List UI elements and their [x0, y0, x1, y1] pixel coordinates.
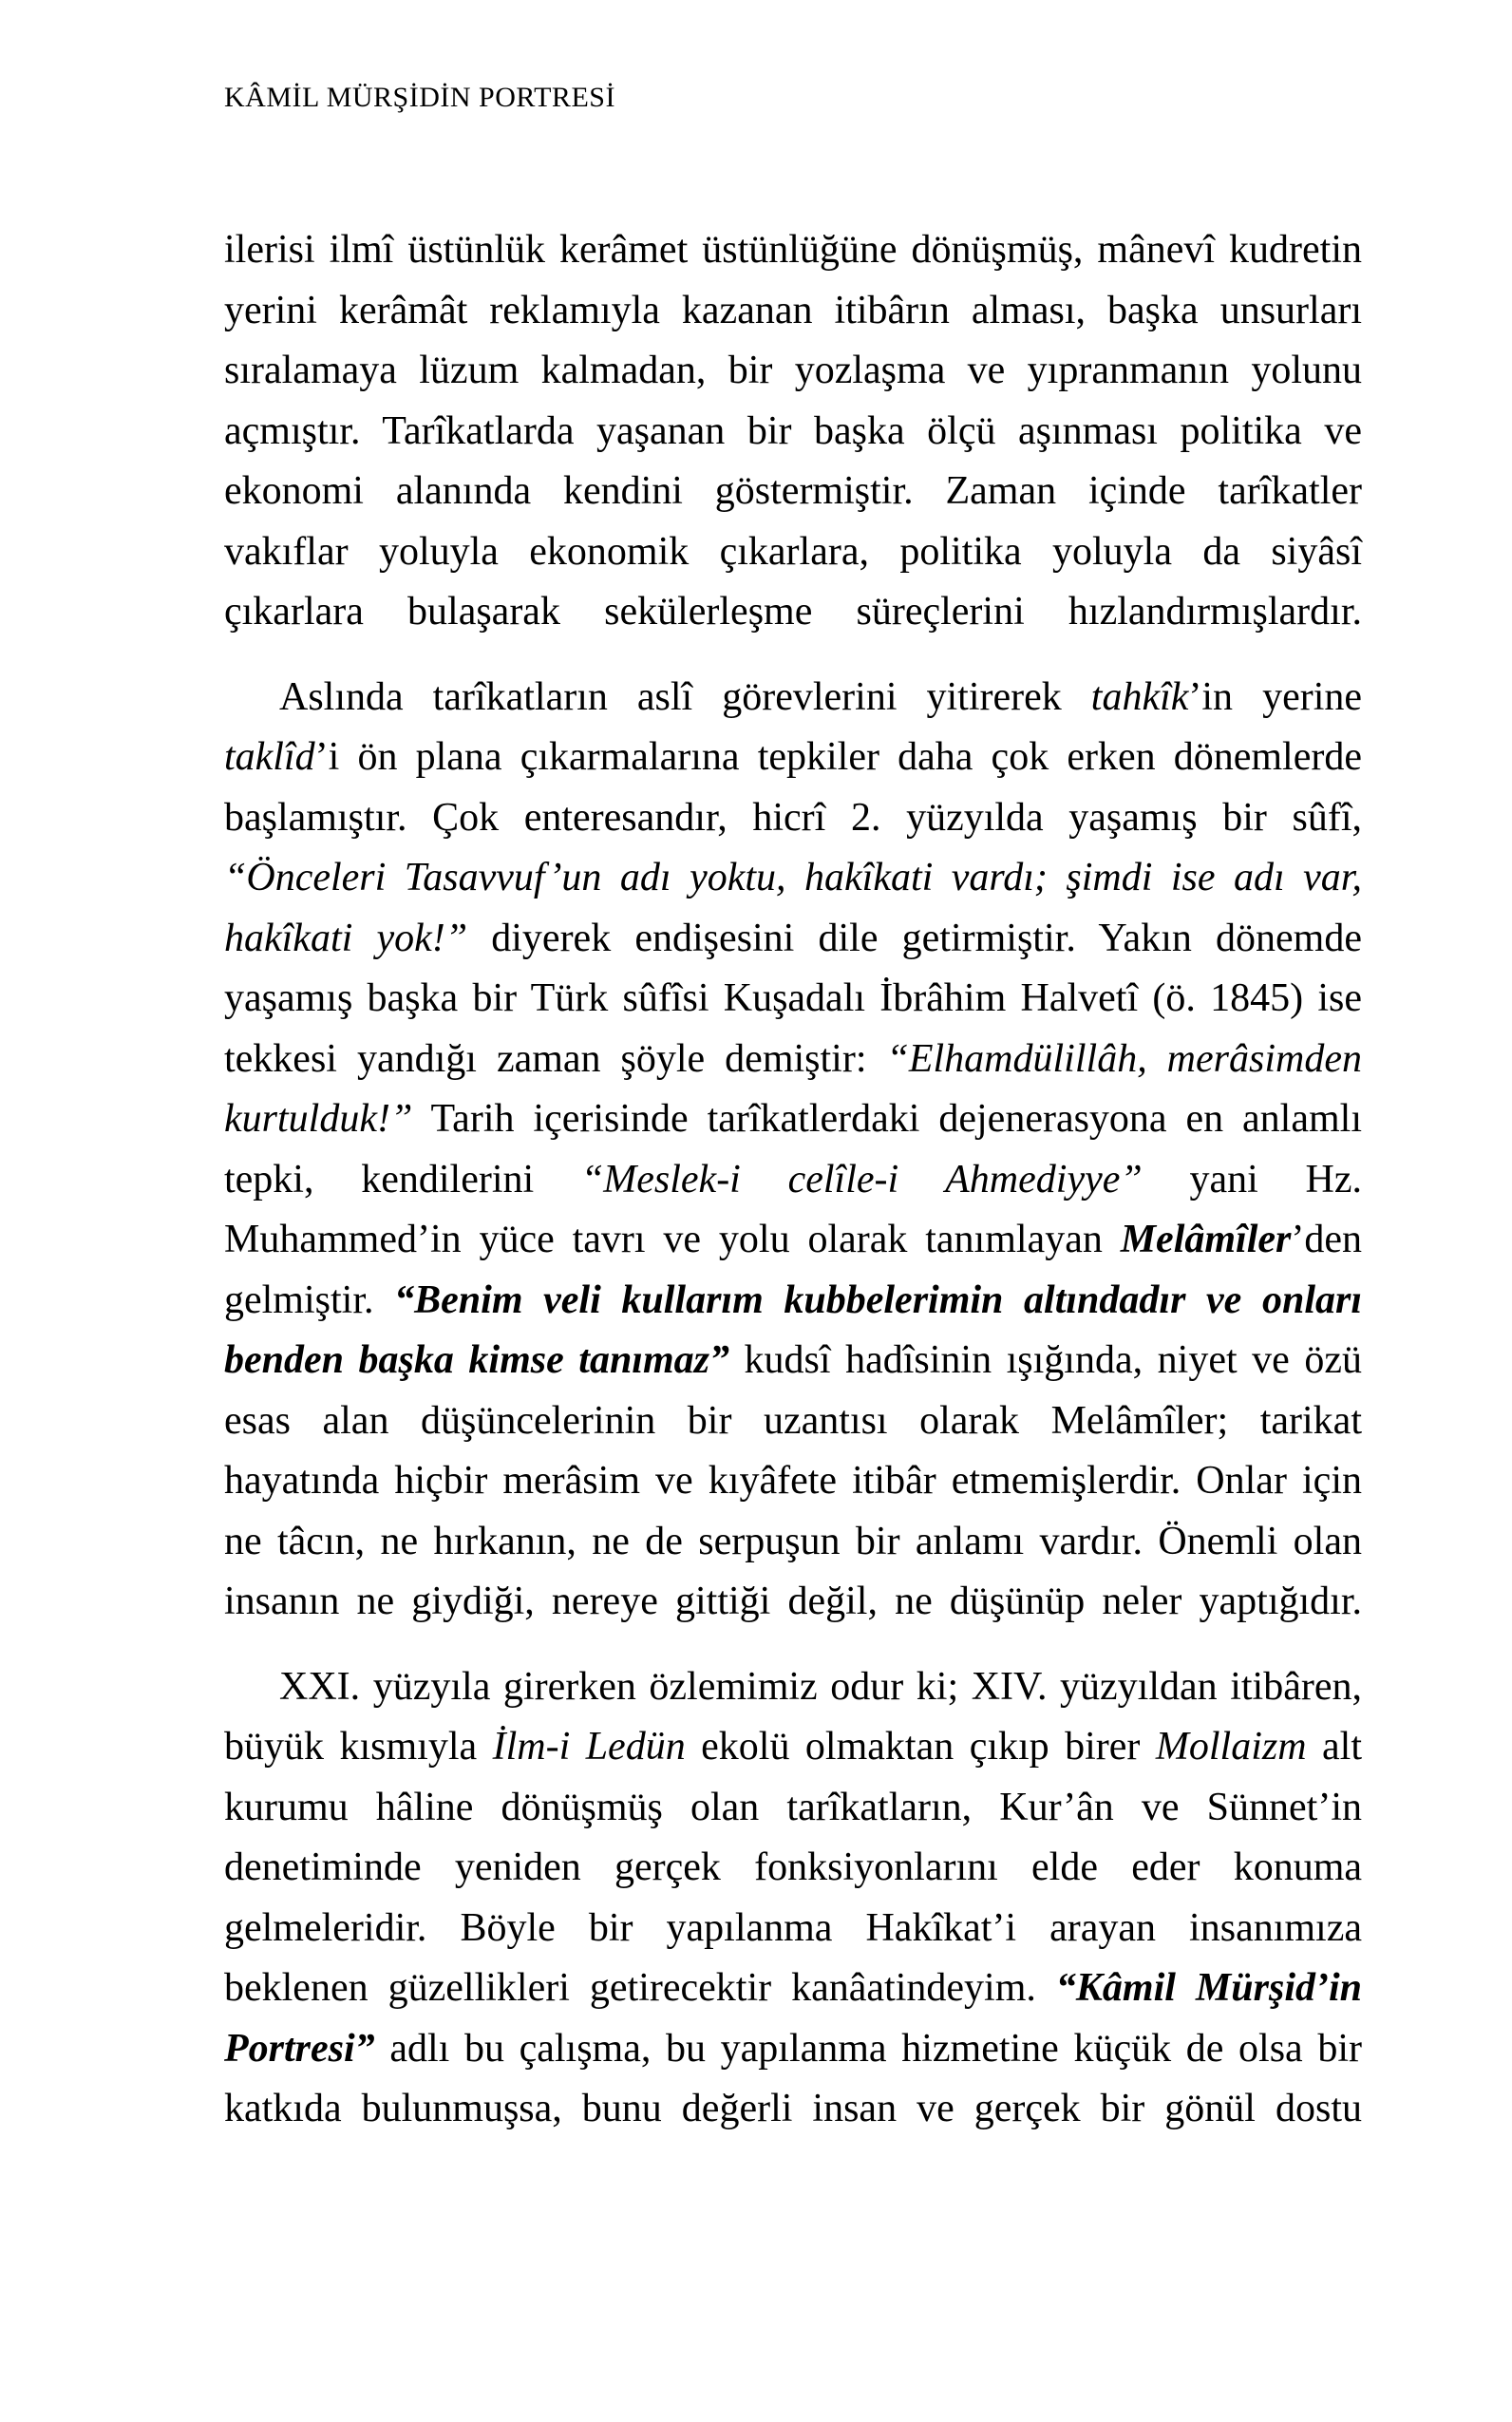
text-run: ’den gelmiştir. — [224, 1218, 1362, 1322]
paragraph-2 — [224, 668, 1362, 1633]
text-run: Melâmîler — [1120, 1218, 1292, 1261]
text-run: adlı bu çalışma, bu yapılanma hizmetine küçük de olsa bir katkıda bulunmuşsa, bunu değerli insan ve gerçek bir gönül dostu — [224, 2026, 1362, 2130]
text-run: “Meslek-i celîle-i Ahmediyye” — [580, 1157, 1143, 1202]
text-run: Tarih içerisinde tarîkatlerdaki dejenerasyona en anlamlı tepki, kendilerini — [224, 1097, 1362, 1202]
text-run: kudsî hadîsinin ışığında, niyet ve özü esas alan düşüncelerinin bir uzantısı olarak Melâmîler; tarikat hayatında hiçbir merâsim ve kıyâfete itibâr etmemişlerdir. Onlar için ne tâcın, ne hırkanın, ne de serpuşun bir anlamı vardır. Önemli olan insanın ne giydiği, nereye gittiği değil, ne düşünüp neler yaptığıdır. — [224, 1338, 1362, 1623]
text-run: Aslında tarîkatların aslî görevlerini yitirerek — [279, 674, 1091, 719]
text-run: diyerek endişesini dile getirmiştir. Yakın dönemde yaşamış başka bir Türk sûfîsi Kuşadalı İbrâhim Halvetî (ö. 1845) ise tekkesi yandığı zaman şöyle demiştir: — [224, 916, 1362, 1081]
text-run: yani Hz. Muhammed’in yüce tavrı ve yolu olarak tanımlayan — [224, 1157, 1362, 1261]
text-run: Mollaizm — [1155, 1725, 1307, 1769]
body-text-block — [224, 220, 1362, 2140]
text-run: taklîd — [224, 735, 315, 779]
text-run: XXI. yüzyıla girerken özlemimiz odur ki; XIV. yüzyıldan itibâren, büyük kısmıyla — [224, 1664, 1362, 1769]
text-run: İlm-i Ledün — [492, 1725, 686, 1769]
paragraph-1 — [224, 220, 1362, 643]
paragraph-3 — [224, 1657, 1362, 2140]
text-run: ’i ön plana çıkarmalarına tepkiler daha çok erken dönemlerde başlamıştır. Çok enteresandır, hicrî 2. yüzyılda yaşamış bir sûfî, — [224, 735, 1362, 840]
text-run: ’in yerine — [1188, 674, 1363, 719]
text-run: ilerisi ilmî üstünlük kerâmet üstünlüğüne dönüşmüş, mânevî kudretin yerini kerâmât reklamıyla kazanan itibârın alması, başka unsurları sıralamaya lüzum kalmadan, bir yozlaşma ve yıpranmanın yolunu açmıştır. Tarîkatlarda yaşanan bir başka ölçü aşınması politika ve ekonomi alanında kendini göstermiştir. Zaman içinde tarîkatler vakıflar yoluyla ekonomik çıkarlara, politika yoluyla da siyâsî çıkarlara bulaşarak sekülerleşme süreçlerini hızlandırmışlardır. — [224, 228, 1362, 634]
text-run: “Elhamdülillâh, merâsimden kurtulduk!” — [224, 1036, 1362, 1141]
text-run: ekolü olmaktan çıkıp birer — [685, 1725, 1156, 1769]
running-header: KÂMİL MÜRŞİDİN PORTRESİ — [224, 82, 615, 113]
text-run: “Benim veli kullarım kubbelerimin altındadır ve onları benden başka kimse tanımaz” — [224, 1277, 1362, 1382]
text-run: “Önceleri Tasavvuf’un adı yoktu, hakîkati vardı; şimdi ise adı var, hakîkati yok!” — [224, 856, 1362, 960]
text-run: tahkîk — [1090, 674, 1189, 719]
text-run: alt kurumu hâline dönüşmüş olan tarîkatların, Kur’ân ve Sünnet’in denetiminde yeniden gerçek fonksiyonlarını elde eder konuma gelmeleridir. Böyle bir yapılanma Hakîkat’i arayan insanımıza beklenen güzellikleri getirecektir kanâatindeyim. — [224, 1725, 1362, 2010]
text-run: “Kâmil Mürşid’in Portresi” — [224, 1966, 1363, 2071]
